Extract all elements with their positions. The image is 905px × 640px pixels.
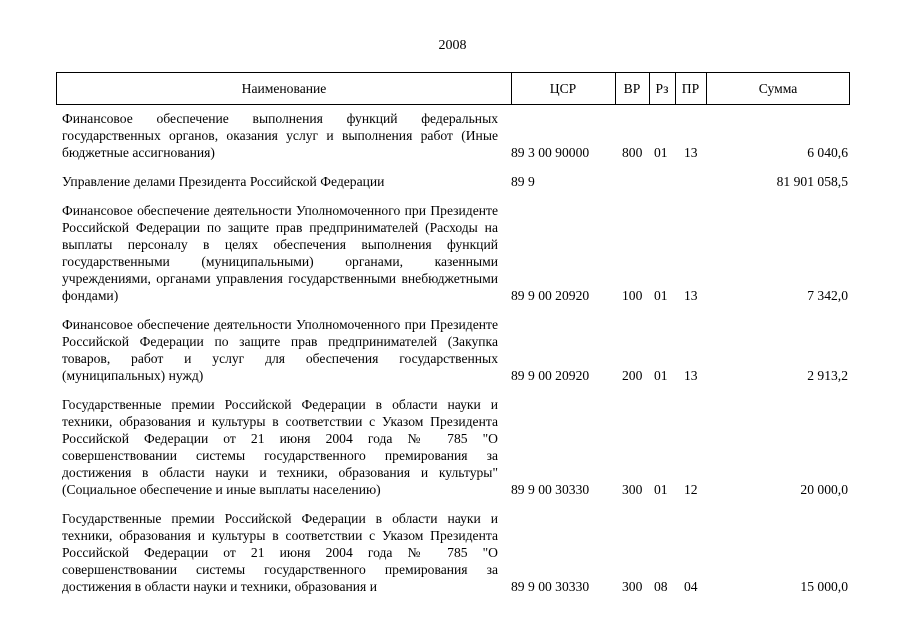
table-header (56, 72, 850, 105)
page-number: 2008 (438, 38, 467, 53)
row-pr: 12 (684, 482, 698, 497)
row-pr: 13 (684, 145, 698, 160)
row-vr: 200 (622, 368, 643, 383)
row-name: Государственные премии Российской Федерации в области науки и техники, образования и культуры в соответствии с Указом Президента Российской Федерации от 21 июня 2004 года № 785 "О совершенствовании системы государственного премирования за достижения в области науки и техники, образования и культуры" (Социальное обеспечение и иные выплаты населению) (62, 397, 498, 497)
row-csr: 89 9 00 20920 (511, 368, 590, 383)
column-header-name: Наименование (241, 81, 327, 96)
table-row (62, 396, 850, 498)
row-sum: 7 342,0 (807, 288, 848, 303)
row-csr: 89 9 (511, 174, 535, 189)
row-vr: 800 (622, 145, 643, 160)
row-vr: 300 (622, 579, 643, 594)
row-rz: 08 (654, 579, 668, 594)
row-sum: 81 901 058,5 (776, 174, 848, 189)
row-csr: 89 9 00 30330 (511, 482, 590, 497)
column-header-rz: Рз (655, 81, 669, 96)
row-name: Государственные премии Российской Федерации в области науки и техники, образования и культуры в соответствии с Указом Президента Российской Федерации от 21 июня 2004 года № 785 "О совершенствовании системы государственного премирования за достижения в области науки и техники, образования и (62, 511, 498, 594)
row-sum: 6 040,6 (807, 145, 848, 160)
row-sum: 2 913,2 (807, 368, 848, 383)
row-rz: 01 (654, 145, 668, 160)
row-rz: 01 (654, 482, 668, 497)
column-header-csr: ЦСР (549, 81, 577, 96)
column-header-vr: ВР (623, 81, 641, 96)
row-sum: 15 000,0 (800, 579, 848, 594)
table-row (62, 110, 850, 161)
row-vr: 100 (622, 288, 643, 303)
row-name: Управление делами Президента Российской Федерации (62, 174, 385, 189)
row-rz: 01 (654, 368, 668, 383)
budget-table-body (62, 110, 850, 607)
row-name: Финансовое обеспечение выполнения функций федеральных государственных органов, оказания услуг и выполнения работ (Иные бюджетные ассигнования) (62, 111, 498, 160)
row-csr: 89 9 00 20920 (511, 288, 590, 303)
table-row (62, 316, 850, 384)
row-csr: 89 9 00 30330 (511, 579, 590, 594)
column-header-sum: Сумма (758, 81, 798, 96)
row-name: Финансовое обеспечение деятельности Уполномоченного при Президенте Российской Федерации по защите прав предпринимателей (Расходы на выплаты персоналу в целях обеспечения выполнения функций государственными (муниципальными) органами, казенными учреждениями, органами управления государственными внебюджетными фондами) (62, 203, 498, 303)
row-pr: 13 (684, 368, 698, 383)
row-rz: 01 (654, 288, 668, 303)
row-name: Финансовое обеспечение деятельности Уполномоченного при Президенте Российской Федерации по защите прав предпринимателей (Закупка товаров, работ и услуг для обеспечения государственных (муниципальных) нужд) (62, 317, 498, 383)
row-csr: 89 3 00 90000 (511, 145, 590, 160)
table-row (62, 173, 850, 190)
table-row (62, 510, 850, 595)
column-header-pr: ПР (681, 81, 700, 96)
row-pr: 04 (684, 579, 698, 594)
row-pr: 13 (684, 288, 698, 303)
row-vr: 300 (622, 482, 643, 497)
table-row (62, 202, 850, 304)
row-sum: 20 000,0 (800, 482, 848, 497)
